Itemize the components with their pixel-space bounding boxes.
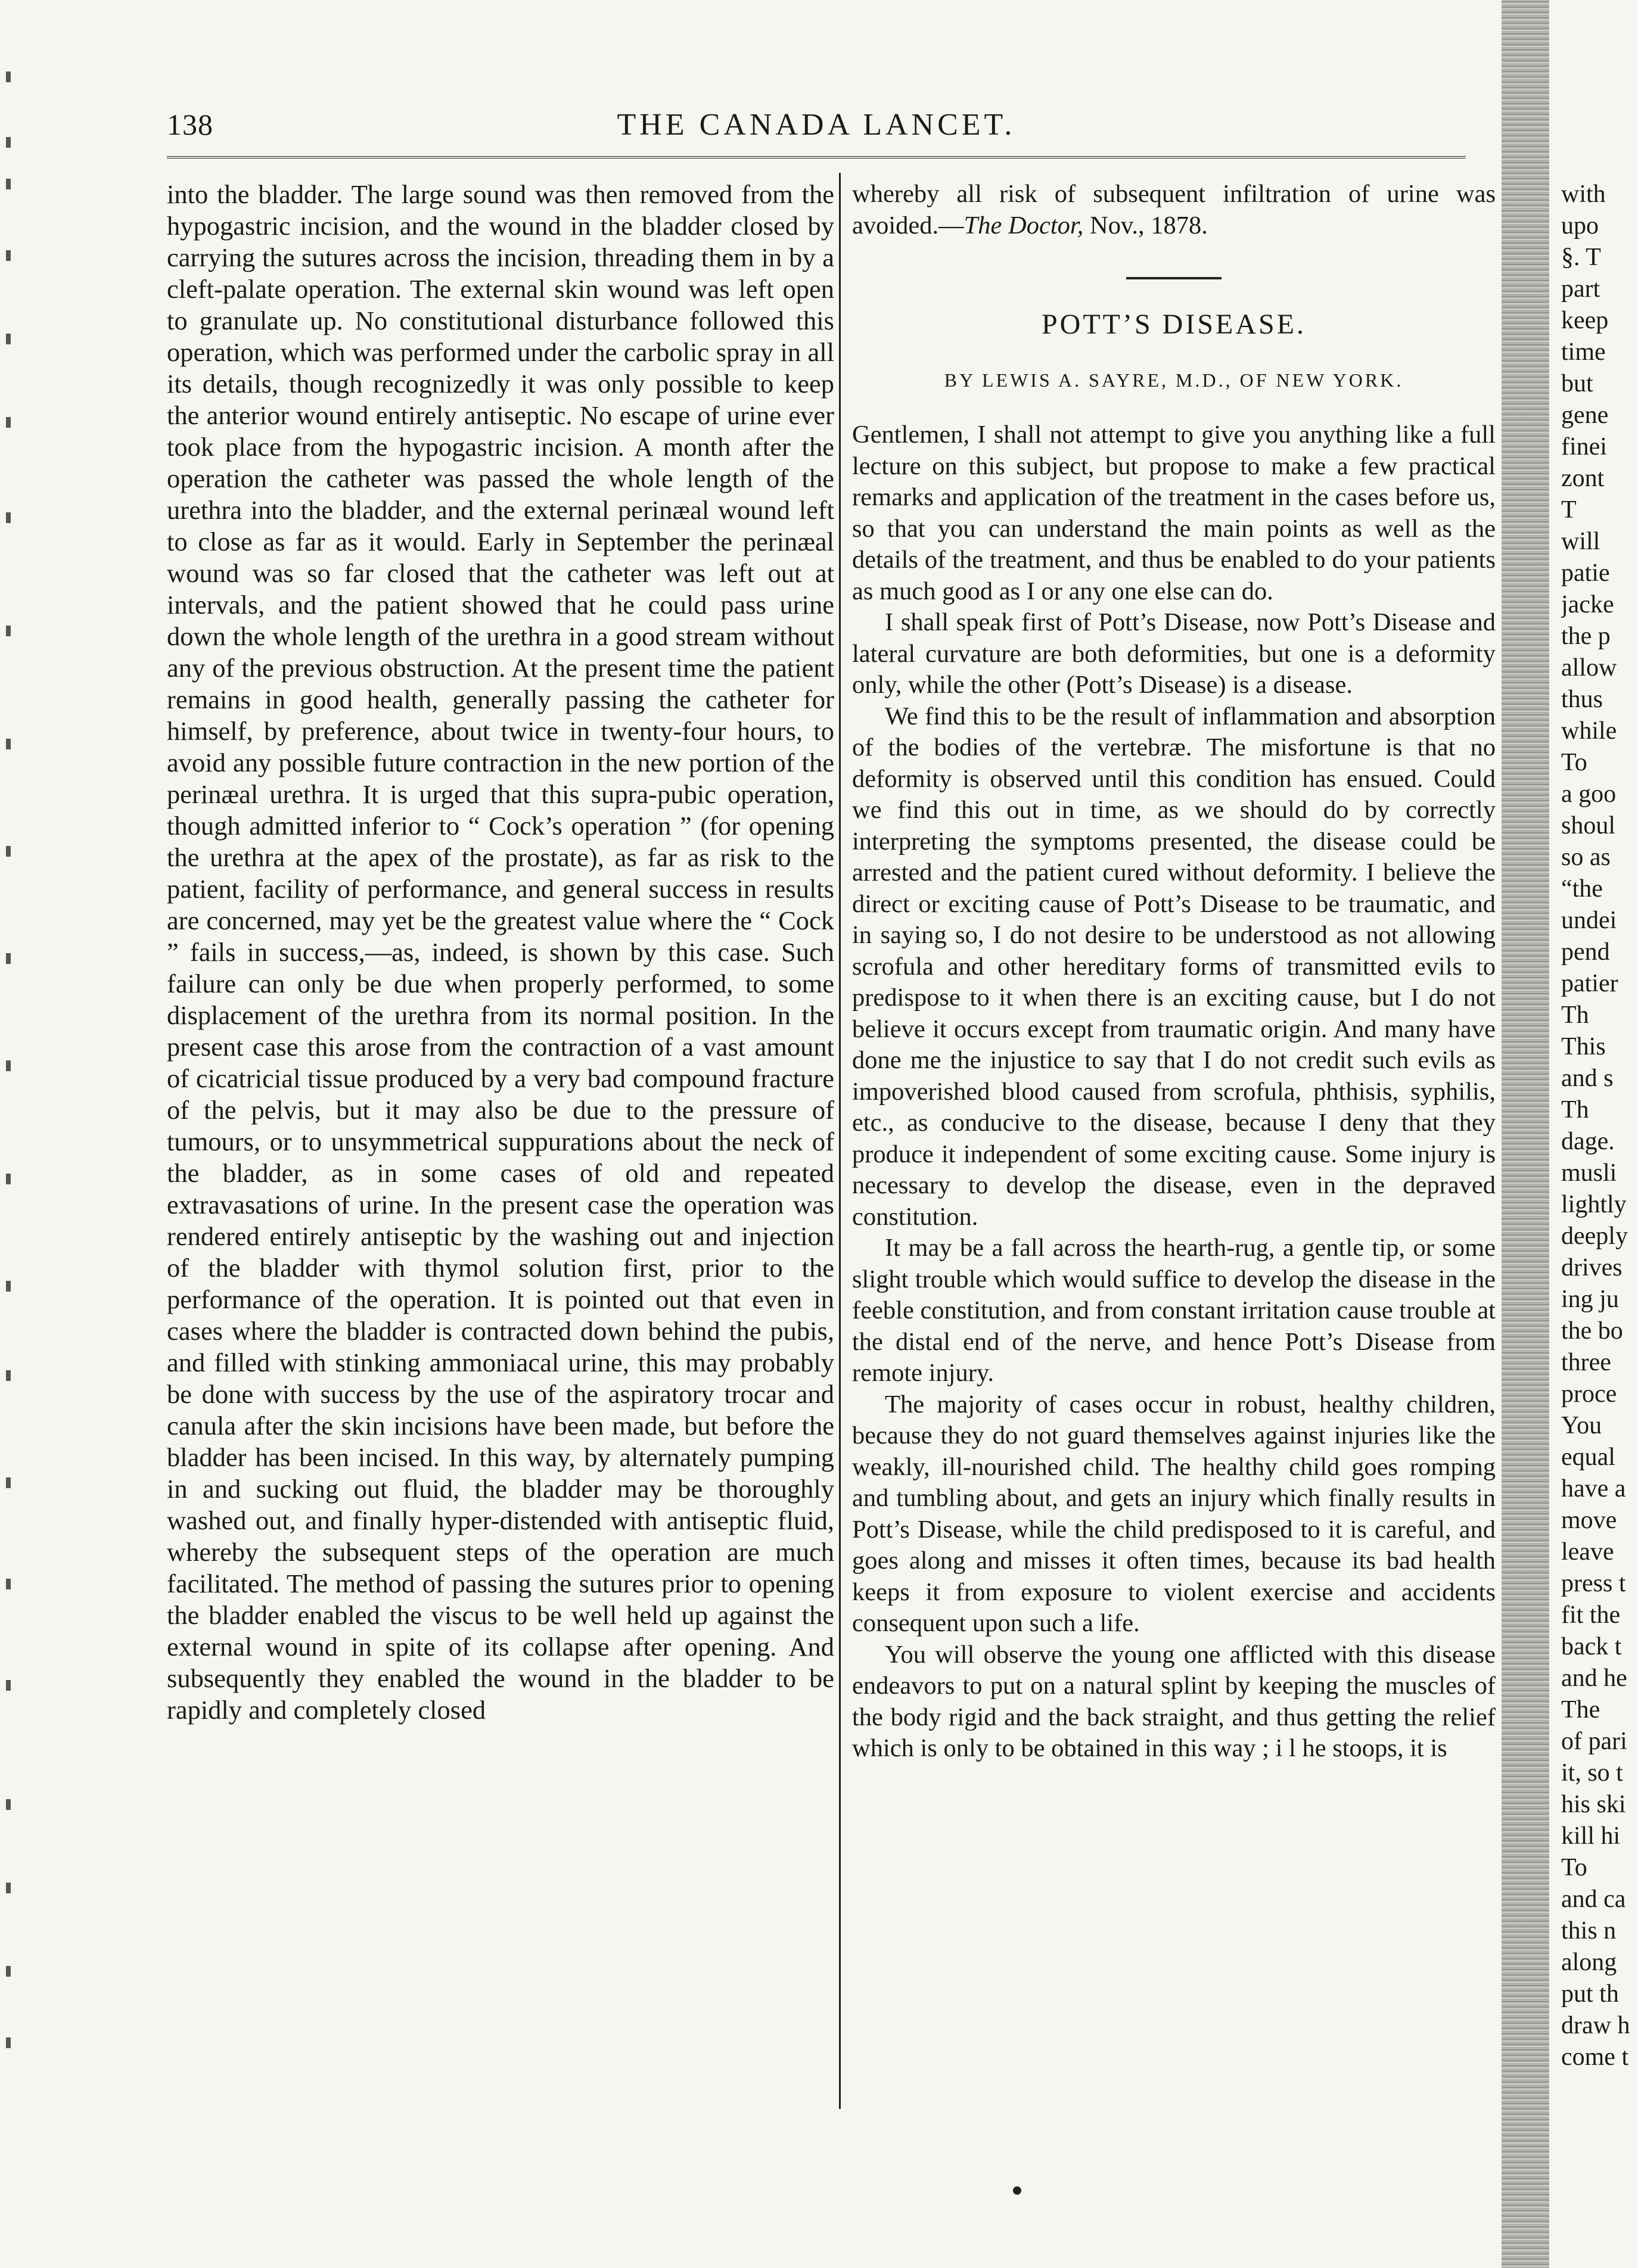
ink-dot xyxy=(1013,2186,1021,2195)
next-page-line: will xyxy=(1561,528,1600,555)
next-page-line: musli xyxy=(1561,1159,1617,1187)
next-page-line: a goo xyxy=(1561,780,1617,808)
next-page-line: move xyxy=(1561,1507,1617,1534)
next-page-line: three xyxy=(1561,1349,1611,1376)
next-page-line: have a xyxy=(1561,1475,1626,1502)
paragraph: I shall speak first of Pott’s Disease, now Pott’s Disease and lateral curvature are both deformities, but one is a deformity only, while the other (Pott’s Disease) is a disease. xyxy=(852,608,1496,699)
next-page-line: finei xyxy=(1561,433,1607,461)
next-page-line: This xyxy=(1561,1033,1606,1060)
next-page-line: “the xyxy=(1561,875,1603,903)
next-page-line: allow xyxy=(1561,654,1617,682)
next-page-line: lightly xyxy=(1561,1191,1627,1218)
next-page-line: back t xyxy=(1561,1633,1622,1660)
previous-article-ending xyxy=(852,179,1496,241)
page-binding-gutter xyxy=(1502,0,1549,2268)
next-page-line: thus xyxy=(1561,686,1603,713)
next-page-line: proce xyxy=(1561,1380,1617,1408)
next-page-line: equal xyxy=(1561,1443,1615,1471)
next-page-line: and he xyxy=(1561,1665,1627,1692)
adjacent-page-fragment xyxy=(1561,179,1638,2145)
running-title: THE CANADA LANCET. xyxy=(617,108,1016,142)
next-page-line: draw h xyxy=(1561,2012,1630,2039)
source-date: Nov., 1878. xyxy=(1083,211,1208,239)
next-page-line: with xyxy=(1561,181,1606,208)
paragraph: We find this to be the result of inflammation and absorption of the bodies of the vertebræ. The misfortune is that no deformity is observed until this condition has ensued. Could we find this out in time, as we should do by correctly interpreting the symptoms presented, the disease could be arrested and the patient cured without deformity. I believe the direct or exciting cause of Pott’s Disease to be traumatic, and in saying so, I do not desire to be understood as not allowing scrofula and other hereditary forms of transmitted evils to predispose to it when there is an exciting cause, but I do not believe it occurs except from traumatic origin. And many have done me the injustice to say that I do not credit such evils as impoverished blood caused from scrofula, phthisis, syphilis, etc., as conducive to the disease, because I deny that they produce it independent of some exciting cause. Some injury is necessary to develop the disease, even in the depraved constitution. xyxy=(852,702,1496,1231)
next-page-line: patier xyxy=(1561,970,1618,997)
next-page-line: part xyxy=(1561,275,1600,303)
next-page-line: but xyxy=(1561,370,1593,397)
next-page-line: along xyxy=(1561,1949,1617,1976)
next-page-line: pend xyxy=(1561,938,1610,966)
next-page-line: ing ju xyxy=(1561,1286,1619,1313)
next-page-line: while xyxy=(1561,717,1617,745)
next-page-line: undei xyxy=(1561,907,1617,934)
paragraph: It may be a fall across the hearth-rug, a gentle tip, or some slight trouble which would suffice to develop the disease in the feeble constitution, and from constant irritation cause trouble at the distal end of the nerve, and hence Pott’s Disease from remote injury. xyxy=(852,1234,1496,1387)
left-column xyxy=(167,179,834,2103)
next-page-line: come t xyxy=(1561,2043,1629,2071)
next-page-line: T xyxy=(1561,496,1577,524)
next-page-line: dage. xyxy=(1561,1128,1615,1155)
next-page-line: gene xyxy=(1561,402,1609,429)
next-page-line: it, so t xyxy=(1561,1759,1623,1787)
next-page-line: patie xyxy=(1561,559,1610,587)
next-page-line: the bo xyxy=(1561,1317,1623,1345)
article-byline: BY LEWIS A. SAYRE, M.D., OF NEW YORK. xyxy=(944,369,1404,391)
next-page-line: Th xyxy=(1561,1001,1589,1029)
continuation-text: whereby all risk of subsequent infiltration of urine was avoided.— xyxy=(852,180,1496,239)
page-header xyxy=(167,107,1466,161)
next-page-line: fit the xyxy=(1561,1601,1621,1629)
next-page-line: and ca xyxy=(1561,1886,1626,1913)
next-page-line: put th xyxy=(1561,1980,1619,2008)
next-page-line: shoul xyxy=(1561,812,1616,839)
source-title: The Doctor, xyxy=(963,211,1084,239)
next-page-line: this n xyxy=(1561,1917,1617,1945)
right-column xyxy=(852,179,1496,2103)
next-page-line: his ski xyxy=(1561,1791,1626,1818)
next-page-line: leave xyxy=(1561,1538,1614,1566)
next-page-line: upo xyxy=(1561,212,1599,239)
article-separator xyxy=(1126,277,1221,279)
next-page-line: zont xyxy=(1561,465,1605,492)
next-page-line: press t xyxy=(1561,1570,1626,1597)
paragraph: The majority of cases occur in robust, healthy children, because they do not guard themselves against injuries like the weakly, ill-nourished child. The healthy child goes romping and tumbling about, and gets an injury which finally results in Pott’s Disease, while the child predisposed to it is careful, and goes along and misses it often times, because its bad health keeps it from exposure to violent exercise and accidents consequent upon such a life. xyxy=(852,1390,1496,1637)
paragraph: You will observe the young one afflicted with this disease endeavors to put on a natural splint by keeping the muscles of the body rigid and the back straight, and thus getting the relief which is only to be obtained in this way ; i l he stoops, it is xyxy=(852,1640,1496,1762)
next-page-line: jacke xyxy=(1561,591,1614,618)
next-page-line: time xyxy=(1561,338,1606,366)
next-page-line: The xyxy=(1561,1696,1600,1723)
next-page-line: the p xyxy=(1561,623,1611,650)
next-page-line: of pari xyxy=(1561,1728,1627,1755)
next-page-line: Th xyxy=(1561,1096,1589,1124)
next-page-line: To xyxy=(1561,749,1587,776)
next-page-line: §. T xyxy=(1561,244,1601,271)
next-page-line: and s xyxy=(1561,1065,1614,1092)
next-page-line: so as xyxy=(1561,844,1611,871)
column-divider xyxy=(839,173,841,2109)
header-rule xyxy=(167,156,1466,158)
next-page-line: You xyxy=(1561,1412,1602,1439)
left-column-text: into the bladder. The large sound was then removed from the hypogastric incision, and the wound in the bladder closed by carrying the sutures across the incision, threading them in by a cleft-palate operation. The external skin wound was left open to granulate up. No constitutional disturbance followed this operation, which was performed under the carbolic spray in all its details, though recognizedly it was only possible to keep the anterior wound entirely antiseptic. No escape of urine ever took place from the hypogastric incision. A month after the operation the catheter was passed the whole length of the urethra into the bladder, and the external perinæal wound left to close as far as it would. Early in September the perinæal wound was so far closed that the catheter was left out at intervals, and the patient showed that he could pass urine down the whole length of the urethra in a good stream without any of the previous obstruction. At the present time the patient remains in good health, generally passing the catheter for himself, by preference, about twice in twenty-four hours, to avoid any possible future contraction in the new portion of the perinæal urethra. It is urged that this supra-pubic operation, though admitted inferior to “ Cock’s operation ” (for opening the urethra at the apex of the prostate), as far as risk to the patient, facility of performance, and general success in results are concerned, may yet be the greatest value where the “ Cock ” fails in success,—as, indeed, is shown by this case. Such failure can only be due when properly performed, to some displacement of the urethra from its normal position. In the present case this arose from the contraction of a vast amount of cicatricial tissue produced by a very bad compound fracture of the pelvis, but it may also be due to the pressure of tumours, or to unsymmetrical suppurations about the neck of the bladder, as in some cases of old and repeated extravasations of urine. In the present case the operation was rendered entirely antiseptic by the washing out and injection of the bladder with thymol solution first, prior to the performance of the operation. It is pointed out that even in cases where the bladder is contracted down behind the pubis, and filled with stinking ammoniacal urine, this may probably be done with success by the use of the aspiratory trocar and canula after the skin incisions have been made, but before the bladder has been incised. In this way, by alternately pumping in and sucking out fluid, the bladder may be thoroughly washed out, and finally hyper-distended with antiseptic fluid, whereby the subsequent steps of the operation are much facilitated. The method of passing the sutures prior to opening the bladder enabled the viscus to be well held up against the external wound in spite of its collapse after opening. And subsequently they enabled the wound in the bladder to be rapidly and completely closed xyxy=(167,179,834,1725)
next-page-line: deeply xyxy=(1561,1222,1628,1250)
scan-margin-marks xyxy=(0,0,36,2268)
next-page-line: kill hi xyxy=(1561,1822,1621,1850)
page-number: 138 xyxy=(167,108,213,141)
next-page-line: drives xyxy=(1561,1254,1623,1281)
paragraph: Gentlemen, I shall not attempt to give you anything like a full lecture on this subject, but propose to make a few practical remarks and application of the treatment in the cases before us, so that you can understand the main points as well as the details of the treatment, and thus be enabled to do your patients as much good as I or any one else can do. xyxy=(852,421,1496,605)
article-title: POTT’S DISEASE. xyxy=(1041,309,1307,340)
next-page-line: keep xyxy=(1561,307,1609,334)
next-page-line: To xyxy=(1561,1854,1587,1881)
